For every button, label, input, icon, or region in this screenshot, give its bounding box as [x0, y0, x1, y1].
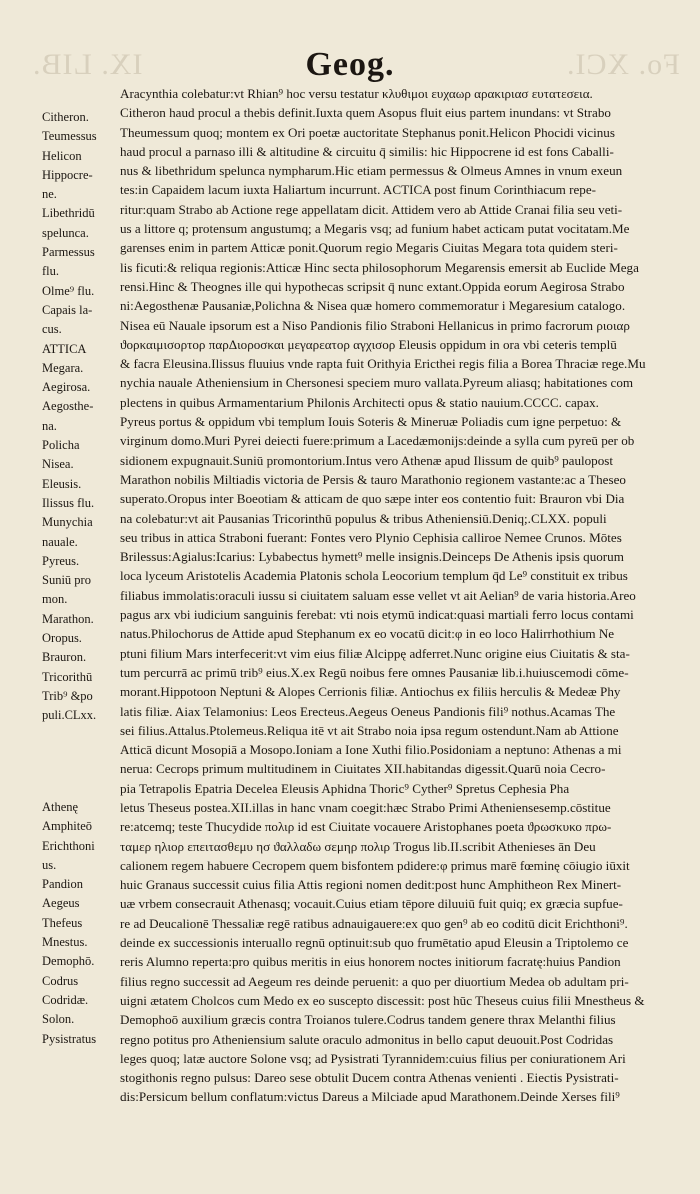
marginal-note: Solon.	[42, 1012, 75, 1027]
marginal-note: spelunca.	[42, 225, 89, 240]
marginal-note: cus.	[42, 322, 62, 337]
marginal-note: Pyreus.	[42, 553, 80, 568]
marginal-note: Aegirosa.	[42, 380, 91, 395]
text-line: tum percurrā ac primū trib⁹ eius.X.ex Regū noibus fere omnes Pausaniæ lib.i.huiuscemodi cōme-	[120, 664, 629, 680]
text-line: deinde ex successionis interuallo regnū optinuit:sub quo frumētatio apud Eleusin a Triptolemo ce	[120, 935, 629, 951]
show-through-text-right: Fo. XCI.	[566, 48, 680, 81]
marginal-note: mon.	[42, 592, 68, 607]
marginal-note: us.	[42, 857, 57, 872]
marginal-note: Aegeus	[42, 896, 80, 911]
marginal-note: Helicon	[42, 148, 82, 163]
text-line: Nisea eū Nauale ipsorum est a Niso Pandionis filio Straboni Hellanicus in primo facrorum ριοιαρ	[120, 317, 630, 333]
marginal-note: Policha	[42, 438, 80, 453]
text-line: dis:Persicum bellum conflatum:victus Dareus a Milciade apud Marathonem.Deinde Xerses fili⁹	[120, 1089, 620, 1105]
marginal-note: Aegosthe-	[42, 399, 94, 414]
text-line: ϑορκαιμισορτορ παρΔιοροσκαι μεγαρεατορ αγχισορ Eleusis oppidum in ora vbi ceteris templū	[120, 336, 617, 352]
show-through-text-left: IX. LIB.	[32, 48, 143, 81]
marginal-notes	[42, 108, 118, 1188]
marginal-note: Olme⁹ flu.	[42, 283, 95, 298]
text-line: sidionem expugnauit.Suniū promontorium.Intus vero Athenæ apud Ilissum de quib⁹ paulopost	[120, 452, 613, 468]
marginal-note: Thefeus	[42, 915, 83, 930]
marginal-note: Ilissus flu.	[42, 495, 95, 510]
marginal-note: Codridæ.	[42, 992, 89, 1007]
text-line: Brilessus:Agialus:Icarius: Lybabectus hymett⁹ melle insignis.Deinceps De Athenis ipsis quorum	[120, 549, 624, 565]
text-line: Demophoō auxilium græcis contra Troianos tulere.Codrus tandem genere thrax Melanthi filius	[120, 1012, 616, 1028]
marginal-note: Tricorithū	[42, 669, 93, 684]
text-line: & facra Eleusina.Ilissus fluuius vnde rapta fuit Orithyia Ericthei regis filia a Borea Thraciæ rege.Mu	[120, 356, 646, 372]
marginal-note: Munychia	[42, 515, 93, 530]
text-line: Aracynthia colebatur:vt Rhian⁹ hoc versu testatur κλυθιμοι ευχαωρ αρακιριασ ευτατεσεια.	[120, 86, 593, 101]
text-line: ritur:quam Strabo ab Actione rege appellatam dicit. Attidem vero ab Attide Cranai filia seu veti-	[120, 201, 623, 217]
text-line: filiabus immolatis:oraculi iussu si ciuitatem saluam esse vellet vt ait Aelian⁹ de varia historia.Areo	[120, 587, 636, 603]
text-line: Atticā dicunt Mosopiā a Mosopo.Ioniam a Ione Xuthi filio.Posidoniam a neptuno: Athenas a mi	[120, 742, 622, 758]
marginal-note: Teumessus	[42, 129, 97, 144]
marginal-note: flu.	[42, 264, 60, 279]
marginal-note: Parmessus	[42, 245, 95, 260]
marginal-note: Amphiteō	[42, 819, 92, 834]
marginal-note: Marathon.	[42, 611, 94, 626]
marginal-note: Demophō.	[42, 954, 95, 969]
marginal-note: Brauron.	[42, 650, 87, 665]
text-line: Marathon nobilis Miltiadis victoria de Persis & tauro Marathonio regionem vastante:ac a Theseo	[120, 471, 626, 487]
marginal-note: Athenę	[42, 800, 79, 814]
text-line: Citheron haud procul a thebis definit.Iuxta quem Asopus fluit eius partem inundans: vt Strabo	[120, 105, 611, 121]
text-line: plectens in quibus Armamentarium Philonis Architecti opus & statio nauium.CCCC. capax.	[120, 394, 599, 410]
text-line: seu tribus in attica Straboni fuerant: Fontes vero Plynio Cephisia calliroe Nemee Crunos. Mōtes	[120, 529, 622, 545]
marginal-note: puli.CLxx.	[42, 708, 97, 723]
text-line: haud procul a parnaso illi & altitudine & circuitu q̄ similis: hic Hippocrene id est fons Caballi-	[120, 143, 614, 159]
text-line: regno potitus pro Atheniensium salute oraculo admonitus in bello caput deuouit.Post Codridas	[120, 1031, 614, 1047]
text-line: uæ vrbem consecrauit Athenasq; vocauit.Cuius etiam tēpore diluuiū fuit quiq; ex græcia supfue-	[120, 896, 623, 912]
marginal-note: Pandion	[42, 877, 83, 892]
marginal-note: Nisea.	[42, 457, 74, 472]
text-line: ni:Aegosthenæ Pausaniæ,Polichna & Nisea quæ homero commemoratur i Megaresium catalogo.	[120, 298, 626, 314]
text-line: huic Granaus successit cuius filia Attis regioni nomen dedit:post hunc Amphitheon Rex Minert-	[120, 877, 622, 893]
text-line: natus.Philochorus de Attide apud Stephanum ex eo vocatū dicit:φ in eo loco Halirrhothium Ne	[120, 626, 615, 642]
text-line: sei filius.Attalus.Ptolemeus.Reliqua itē vt ait Strabo noia ipsa regum ostendunt.Nam ab Attione	[120, 722, 619, 738]
marginal-note: Hippocre-	[42, 167, 93, 182]
text-line: filius regno successit ad Aegeum res deinde peruenit: a quo per diuortium Medea ob adultam pri-	[120, 973, 629, 989]
running-head: Geog.	[305, 46, 395, 83]
marginal-note: Suniū pro	[42, 573, 91, 588]
marginal-note: Citheron.	[42, 110, 89, 124]
marginal-note: Oropus.	[42, 631, 82, 646]
text-line: leges quoq; latæ auctore Solone vsq; ad Pysistrati Tyrannidem:cuius filius per coniurationem Ari	[120, 1050, 626, 1066]
marginal-group-kings	[42, 798, 122, 1049]
text-line: tes:in Capaidem lacum iuxta Haliartum incurrunt. ACTICA post finum Corinthiacum repe-	[120, 182, 597, 198]
text-line: us a littore q; protensum angustumq; a Megaris vsq; ad funium habet acticam putat vocitatam.Me	[120, 221, 630, 237]
text-line: lis ficuti:& reliqua regionis:Atticæ Hinc secta philosophorum Megarensis emersit ab Euclide Mega	[120, 259, 639, 275]
marginal-note: na.	[42, 418, 57, 433]
text-line: Pyreus portus & oppidum vbi templum Iouis Soteris & Mineruæ Poliadis cum igne perpetuo: &	[120, 414, 622, 430]
marginal-note: Trib⁹ &po	[42, 688, 93, 703]
marginal-note: Libethridū	[42, 206, 95, 221]
marginal-note: Mnestus.	[42, 935, 88, 950]
marginal-group-geography	[42, 108, 122, 726]
marginal-note: Capais la-	[42, 302, 93, 317]
text-line: virginum domo.Muri Pyrei deiecti fuere:primum a Lacedæmonijs:deinde a sylla cum pyreū per ob	[120, 433, 635, 449]
text-line: pagus arx vbi iudicium sanguinis ferebat: vti nois etymū indicat:quasi martiali ferro locus contami	[120, 607, 634, 623]
marginal-note: Codrus	[42, 973, 79, 988]
text-line: re:atcemq; teste Thucydide πολιρ id est Ciuitate vocauere Aristophanes poeta ϑρωσκυκο πρω-	[120, 819, 612, 835]
text-line: re ad Deucalionē Thessaliæ regē ratibus adnauigauere:ex quo gen⁹ ab eo coditū dicit Erichthoni⁹.	[120, 915, 628, 931]
text-line: reris Alumno reperta:pro quibus meritis in eius honorem noctes initiorum facratę:huius Pandion	[120, 954, 621, 970]
text-line: garenses enim in partem Atticæ ponit.Quorum regio Megaris Ciuitas Megara tota quidem steri-	[120, 240, 618, 256]
main-text-block	[120, 84, 680, 1107]
marginal-note: Erichthoni	[42, 838, 95, 853]
marginal-note: nauale.	[42, 534, 78, 549]
text-line: uigni ætatem Cholcos cum Medo ex eo suscepto discessit: post hūc Theseus cuius filii Mnestheus &	[120, 992, 645, 1008]
text-line: morant.Hippotoon Neptuni & Alopes Cerrionis filiæ. Antiochus ex filiis herculis & Medeæ Phy	[120, 684, 621, 700]
text-line: Theumessum quoq; montem ex Ori poetæ auctoritate Stephanus ponit.Helicon Phocidi vicinus	[120, 124, 615, 140]
text-line: stogithonis regno pulsus: Dareo sese obtulit Ducem contra Athenas venienti . Eiectis Pysistrati-	[120, 1070, 619, 1086]
text-line: nus & libethridum spelunca nympharum.Hic etiam permessus & Olmeus Amnes in vnum exeun	[120, 163, 623, 179]
marginal-note: Pysistratus	[42, 1031, 97, 1046]
text-line: nerua: Cecrops primum multitudinem in Ciuitates XII.habitandas digessit.Quarū noia Cecro-	[120, 761, 606, 777]
text-line: superato.Oropus inter Boeotiam & atticam de quo sæpe inter eos contentio fuit: Brauron vbi Dia	[120, 491, 625, 507]
text-line: ταμερ ηλιορ επειτασθεμυ ησ ϑαλλαδω σεμηρ πολιρ Trogus lib.II.scribit Athenieses ān Deu	[120, 838, 596, 854]
marginal-note: Eleusis.	[42, 476, 82, 491]
text-line: calionem regem habuere Cecropem quem bisfontem pdidere:φ primus marē fœminę cōiugio iūxit	[120, 857, 630, 873]
text-line: latis filiæ. Aiax Telamonius: Leos Erecteus.Aegeus Oeneus Pandionis fili⁹ nothus.Acamas The	[120, 703, 616, 719]
text-line: nychia naualе Atheniensium in Chersonesi speciem muro vallata.Pyreum aliasq; habitationes com	[120, 375, 634, 391]
marginal-note: ATTICA	[42, 341, 87, 356]
text-line: pia Tetrapolis Epatria Decelea Eleusis Aphidna Thoric⁹ Cyther⁹ Spretus Cephesia Pha	[120, 780, 570, 796]
text-lines	[120, 84, 680, 1107]
text-line: ptuni filium Mars interfecerit:vt vim eius filiæ Alcippę adferret.Nunc origine eius Ciuitatis & sta-	[120, 645, 630, 661]
text-line: na colebatur:vt ait Pausanias Tricorinthū populus & tribus Atheniensiū.Deniq;.CLXX. populi	[120, 510, 607, 526]
text-line: loca lyceum Aristotelis Academia Platonis schola Leocorium templum q̄d Le⁹ constituit ex tribus	[120, 568, 628, 584]
marginal-note: Megara.	[42, 360, 84, 375]
text-line: rensi.Hinc & Theognes ille qui hypothecas scripsit q̄ nunc extant.Oppida eorum Aegirosa Strabo	[120, 278, 625, 294]
marginal-note: ne.	[42, 187, 57, 202]
text-line: letus Theseus postea.XII.illas in hanc vnam coegit:hæc Strabo Primi Atheniensesemp.cōstitue	[120, 799, 611, 815]
